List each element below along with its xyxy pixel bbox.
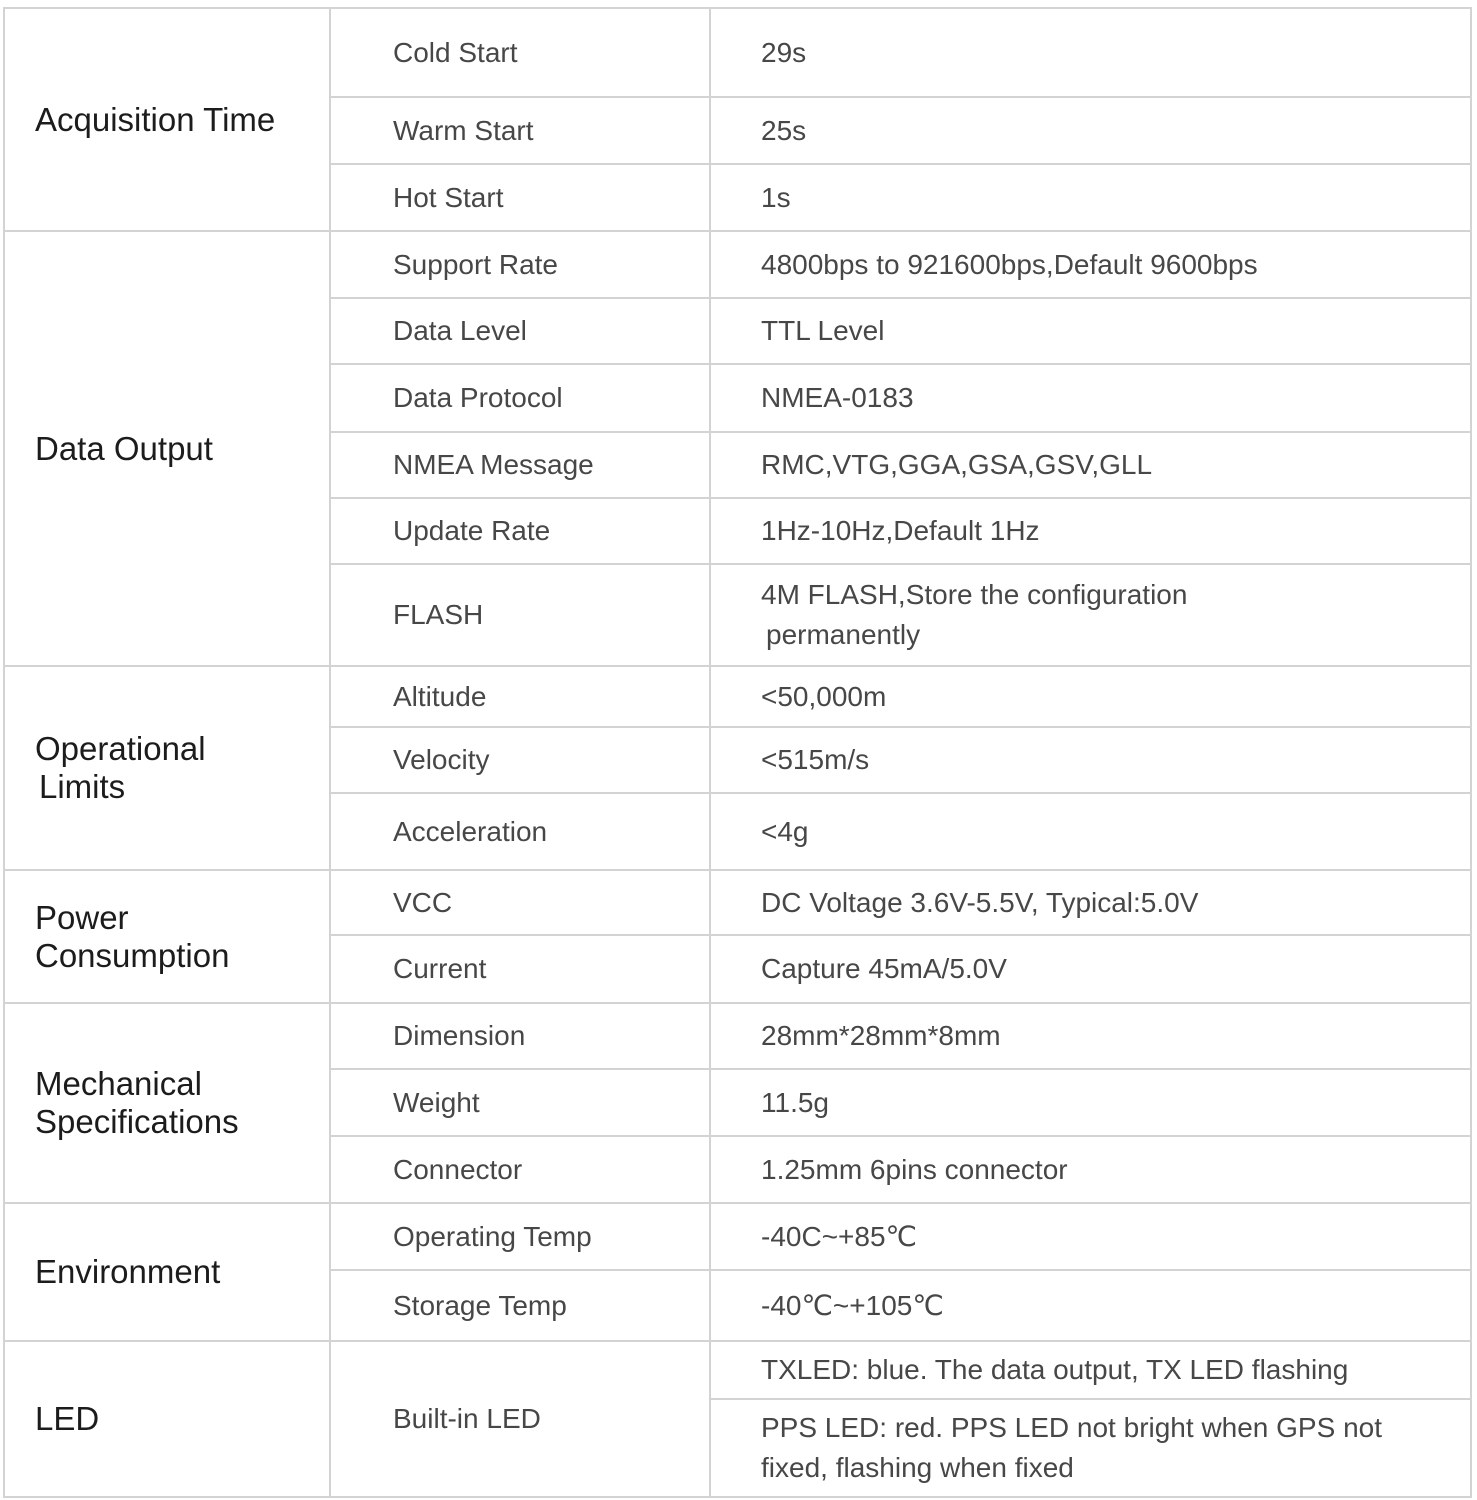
category-cell xyxy=(4,231,330,666)
param-cell: Built-in LED xyxy=(330,1341,710,1497)
param-cell: Altitude xyxy=(330,666,710,727)
value-text: 1Hz-10Hz,Default 1Hz xyxy=(761,515,1040,546)
table-row xyxy=(4,8,1471,97)
param-cell: Current xyxy=(330,935,710,1003)
value-cell xyxy=(710,97,1471,164)
value-text: <50,000m xyxy=(761,680,887,712)
value-cell xyxy=(710,727,1471,793)
category-label: Power xyxy=(35,898,129,936)
param-cell: Acceleration xyxy=(330,793,710,870)
value-cell xyxy=(710,364,1471,432)
value-text: 1s xyxy=(761,181,791,213)
value-cell xyxy=(710,666,1471,727)
category-label: Specifications xyxy=(35,1103,239,1140)
param-cell: Cold Start xyxy=(330,8,710,97)
value-cell xyxy=(710,793,1471,870)
category-label: Operational xyxy=(35,730,206,767)
category-cell xyxy=(4,8,330,231)
param-cell: Data Protocol xyxy=(330,364,710,432)
value-text: TXLED: blue. The data output, TX LED flashing xyxy=(761,1354,1349,1385)
param-cell: Operating Temp xyxy=(330,1203,710,1270)
param-cell: Data Level xyxy=(330,298,710,364)
table-row xyxy=(4,231,1471,298)
value-cell xyxy=(710,1270,1471,1341)
value-cell xyxy=(710,1136,1471,1203)
param-cell: Dimension xyxy=(330,1003,710,1069)
value-cell xyxy=(710,1003,1471,1069)
category-label: Data Output xyxy=(35,429,213,467)
value-text: permanently xyxy=(766,619,921,650)
value-cell xyxy=(710,231,1471,298)
value-text: Capture 45mA/5.0V xyxy=(761,953,1007,984)
value-text: 4800bps to 921600bps,Default 9600bps xyxy=(761,248,1258,280)
category-label: Mechanical xyxy=(35,1065,202,1102)
value-cell xyxy=(710,164,1471,231)
value-text: PPS LED: red. PPS LED not bright when GPS not xyxy=(761,1412,1382,1443)
param-cell: Support Rate xyxy=(330,231,710,298)
param-cell: Update Rate xyxy=(330,498,710,564)
value-text: fixed, flashing when fixed xyxy=(761,1452,1074,1483)
value-cell xyxy=(710,298,1471,364)
value-text: -40C~+85℃ xyxy=(761,1220,917,1252)
table-row xyxy=(4,1341,1471,1399)
value-cell xyxy=(710,935,1471,1003)
category-cell xyxy=(4,1203,330,1341)
value-text: 29s xyxy=(761,36,807,68)
value-cell xyxy=(710,1341,1471,1399)
value-text: NMEA-0183 xyxy=(761,382,914,413)
value-text: 11.5g xyxy=(761,1086,829,1118)
param-cell: VCC xyxy=(330,870,710,935)
category-cell xyxy=(4,870,330,1003)
table-row xyxy=(4,1203,1471,1270)
value-text: RMC,VTG,GGA,GSA,GSV,GLL xyxy=(761,449,1153,480)
param-cell: Hot Start xyxy=(330,164,710,231)
param-cell: NMEA Message xyxy=(330,432,710,498)
table-row xyxy=(4,666,1471,727)
spec-table-body xyxy=(4,8,1471,1497)
category-cell xyxy=(4,1003,330,1203)
spec-table xyxy=(3,7,1472,1498)
value-cell xyxy=(710,1399,1471,1497)
value-text: -40℃~+105℃ xyxy=(761,1289,944,1321)
table-row xyxy=(4,1003,1471,1069)
value-text: 25s xyxy=(761,114,807,146)
category-label: LED xyxy=(35,1400,100,1437)
param-cell: Velocity xyxy=(330,727,710,793)
value-text: DC Voltage 3.6V-5.5V, Typical:5.0V xyxy=(761,886,1199,918)
value-cell xyxy=(710,564,1471,666)
category-label: Consumption xyxy=(35,936,230,974)
category-cell xyxy=(4,1341,330,1497)
value-text: 1.25mm 6pins connector xyxy=(761,1153,1068,1185)
table-row xyxy=(4,870,1471,935)
param-cell: Weight xyxy=(330,1069,710,1136)
category-label: Acquisition Time xyxy=(35,100,276,138)
param-cell: FLASH xyxy=(330,564,710,666)
param-cell: Connector xyxy=(330,1136,710,1203)
value-text: <4g xyxy=(761,815,809,847)
param-cell: Warm Start xyxy=(330,97,710,164)
value-cell xyxy=(710,498,1471,564)
category-label: Limits xyxy=(39,768,126,805)
category-cell xyxy=(4,666,330,870)
value-text: <515m/s xyxy=(761,744,870,775)
value-text: 28mm*28mm*8mm xyxy=(761,1020,1001,1051)
value-cell xyxy=(710,432,1471,498)
param-cell: Storage Temp xyxy=(330,1270,710,1341)
category-label: Environment xyxy=(35,1253,221,1290)
value-cell xyxy=(710,8,1471,97)
value-text: TTL Level xyxy=(761,315,885,346)
value-text: 4M FLASH,Store the configuration xyxy=(761,579,1188,610)
value-cell xyxy=(710,1203,1471,1270)
value-cell xyxy=(710,1069,1471,1136)
value-cell xyxy=(710,870,1471,935)
